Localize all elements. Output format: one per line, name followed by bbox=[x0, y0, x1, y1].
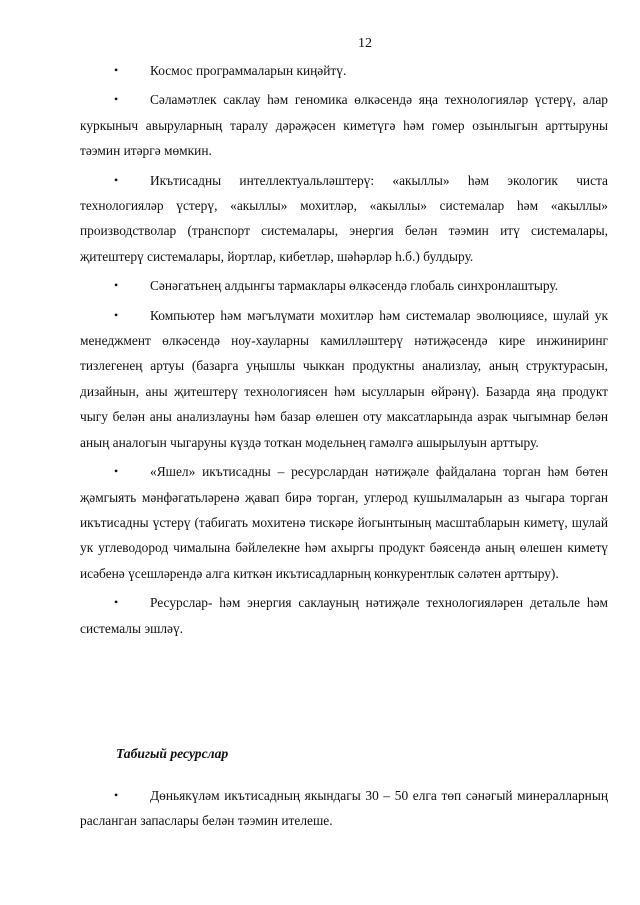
bullet-paragraph bbox=[80, 303, 608, 455]
paragraph-text: Сәламәтлек саклау һәм геномика өлкәсендә яңа технологияләр үстерү, алар куркыныч авыруларның таралу дәрәҗәсен киметүгә һәм гомер озынлыгын арттыруны тәэмин итәргә мөмкин. bbox=[80, 92, 608, 159]
paragraph-text: Космос программаларын киңәйтү. bbox=[150, 63, 347, 78]
bullet-icon: • bbox=[114, 464, 119, 479]
bullet-paragraph bbox=[80, 87, 608, 163]
paragraph-text: «Яшел» икътисадны – ресурслардан нәтиҗәле файдалана торган һәм бөтен җәмгыять мәнфәгатьләренә җавап бирә торган, углерод кушылмаларын аз чыгара торган икътисадны үстерү (табигать мохитенә тискәре йогынтының масштабларын киметү, шулай ук углеводород чималына бәйлелекне һәм ахыргы продукт бәясендә аның өлешен киметү исәбенә үсешләрендә алга киткән икътисадларның конкурентлык сәләтен арттыру). bbox=[80, 464, 608, 581]
bullet-icon: • bbox=[114, 92, 119, 107]
bullet-icon: • bbox=[114, 63, 119, 77]
paragraph-text: Дөньякүләм икътисадның якындагы 30 – 50 елга төп сәнәгый минералларның расланган запаслары белән тәэмин ителеше. bbox=[80, 788, 608, 829]
page-number: 12 bbox=[358, 36, 372, 51]
paragraph-text: Сәнәгатьнең алдынгы тармаклары өлкәсендә глобаль синхронлаштыру. bbox=[150, 278, 559, 294]
paragraph-text: Компьютер һәм мәгълүмати мохитләр һәм системалар эволюциясе, шулай ук менеджмент өлкәсендә ноу-хауларны камилләштерү нәтиҗәсендә кире инжиниринг тизлегенең артуы (базарга уңышлы чыккан продуктны анализлау, аның структурасын, дизайнын, аны җитештерү технологиясен һәм ысулларын өйрәнү). Базарда яңа продукт чыгу белән аны анализлауны һәм базар өлешен оту максатларында азрак чыгымнар белән аның аналогын чыгаруны күздә тоткан модельнең гамәлгә ашырылуын арттыру. bbox=[80, 307, 608, 450]
bullet-paragraph bbox=[80, 58, 608, 83]
bullet-icon: • bbox=[114, 595, 119, 610]
bullet-icon: • bbox=[114, 788, 119, 802]
paragraph-text: Ресурслар- һәм энергия саклауның нәтиҗәле технологияләрен детальле һәм системалы эшләү. bbox=[80, 595, 608, 636]
bullet-paragraph bbox=[80, 273, 608, 298]
paragraph-text: Икътисадны интеллектуальләштерү: «акыллы» һәм экологик чиста технологияләр үстерү, «акыллы» мохитләр, «акыллы» системалар һәм «акыллы» производстволар (транспорт системалары, энергия белән тәэмин итү системалары, җитештерү системалары, йортлар, кибетләр, шәһәрләр һ.б.) булдыру. bbox=[80, 172, 608, 264]
bullet-paragraph bbox=[80, 168, 608, 270]
bullet-paragraph bbox=[80, 783, 608, 834]
bullet-paragraph bbox=[80, 459, 608, 586]
document-body bbox=[80, 58, 608, 645]
bullet-icon: • bbox=[114, 307, 119, 322]
bullet-icon: • bbox=[114, 278, 119, 293]
bullet-paragraph bbox=[80, 590, 608, 641]
section-body bbox=[80, 783, 608, 838]
bullet-icon: • bbox=[114, 172, 119, 187]
section-title: Табигый ресурслар bbox=[116, 746, 229, 761]
